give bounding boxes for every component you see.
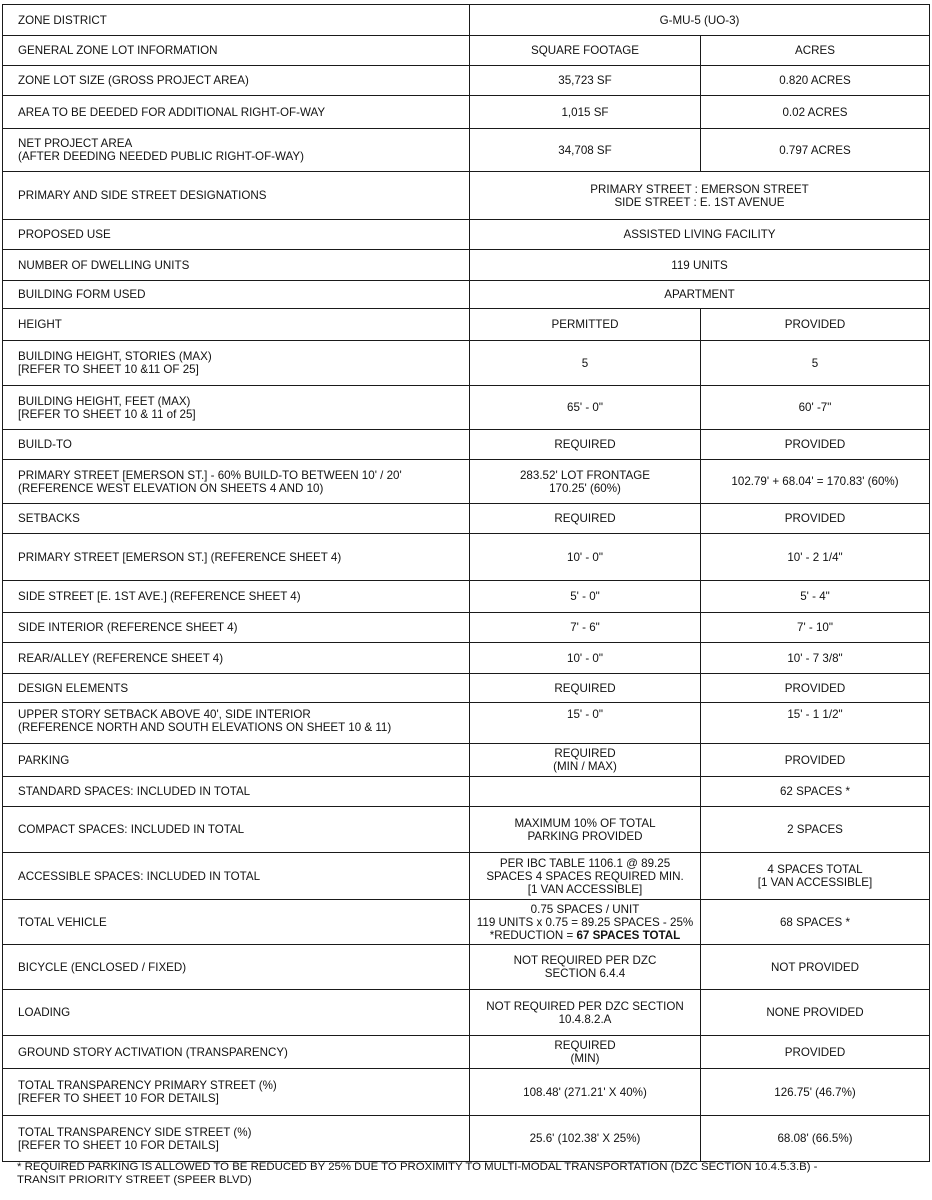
provided-value: [701, 744, 930, 777]
provided-value-line: 5' - 4": [800, 590, 830, 603]
row-label-line: SIDE INTERIOR (REFERENCE SHEET 4): [18, 621, 238, 634]
row-value-line: PRIMARY STREET : EMERSON STREET: [590, 182, 809, 196]
table-row: [3, 5, 930, 36]
provided-value: [701, 613, 930, 643]
provided-value: [701, 386, 930, 430]
provided-value: [701, 900, 930, 945]
provided-value-line: PROVIDED: [784, 753, 846, 767]
table-row: [3, 129, 930, 172]
provided-value-line: NONE PROVIDED: [766, 1006, 864, 1019]
provided-value: [701, 945, 930, 990]
row-label-line: PRIMARY AND SIDE STREET DESIGNATIONS: [18, 189, 267, 202]
row-label: [3, 341, 470, 386]
provided-value: [701, 36, 930, 66]
parking-footnote: [17, 1161, 922, 1187]
required-value: [470, 744, 701, 777]
required-value: [470, 613, 701, 643]
required-value-line: 10' - 0": [567, 651, 603, 665]
table-row: [3, 36, 930, 66]
required-value-line: 65' - 0": [567, 401, 603, 414]
table-row: [3, 172, 930, 220]
row-label: [3, 172, 470, 220]
row-label-line: NUMBER OF DWELLING UNITS: [18, 258, 190, 272]
provided-value-line: 62 SPACES *: [779, 785, 851, 798]
required-value: [470, 807, 701, 853]
required-value-line: 7' - 6": [570, 621, 600, 634]
row-label: [3, 534, 470, 581]
row-label: [3, 66, 470, 96]
provided-value-line: 7' - 10": [797, 621, 833, 634]
provided-value-line: 60' -7": [798, 401, 832, 414]
row-value-line: G-MU-5 (UO-3): [659, 13, 740, 27]
table-row: [3, 504, 930, 534]
reduction-prefix: *REDUCTION =: [489, 928, 577, 942]
required-value-line: SPACES 4 SPACES REQUIRED MIN.: [486, 869, 684, 883]
row-label-line: [REFER TO SHEET 10 FOR DETAILS]: [18, 1138, 219, 1152]
row-label-line: UPPER STORY SETBACK ABOVE 40', SIDE INTERIOR: [18, 708, 311, 721]
required-value-line: 10' - 0": [567, 550, 603, 564]
provided-value-line: PROVIDED: [784, 1045, 846, 1059]
row-label-line: TOTAL TRANSPARENCY SIDE STREET (%): [18, 1125, 252, 1139]
row-label-line: REAR/ALLEY (REFERENCE SHEET 4): [18, 651, 224, 665]
required-value-line: REQUIRED: [554, 1039, 616, 1052]
table-row: [3, 250, 930, 281]
required-value-line: (MIN): [570, 1052, 600, 1065]
required-value: [470, 504, 701, 534]
provided-value-line: 0.820 ACRES: [779, 74, 851, 87]
row-value-line: ASSISTED LIVING FACILITY: [623, 228, 776, 241]
row-label: [3, 386, 470, 430]
provided-value-line: PROVIDED: [784, 318, 846, 331]
table-row: [3, 853, 930, 900]
row-label: [3, 674, 470, 703]
row-value: [470, 281, 930, 309]
row-label-line: HEIGHT: [18, 318, 62, 331]
required-value-line: 15' - 0": [567, 708, 603, 721]
table-row: [3, 581, 930, 613]
row-label-line: BUILD-TO: [18, 438, 72, 451]
table-row: [3, 945, 930, 990]
table-row: [3, 674, 930, 703]
row-label-line: BICYCLE (ENCLOSED / FIXED): [18, 960, 187, 974]
table-row: [3, 460, 930, 504]
provided-value: [701, 643, 930, 674]
table-row: [3, 309, 930, 341]
row-label: [3, 900, 470, 945]
required-value: [470, 703, 701, 744]
row-label-line: PARKING: [18, 753, 70, 767]
provided-value-line: 10' - 7 3/8": [787, 651, 843, 665]
row-label: [3, 5, 470, 36]
provided-value: [701, 66, 930, 96]
provided-value: [701, 534, 930, 581]
required-value: [470, 36, 701, 66]
provided-value-line: 0.02 ACRES: [782, 105, 848, 119]
row-label-line: PRIMARY STREET [EMERSON ST.] - 60% BUILD-TO BETWEEN 10' / 20': [18, 468, 402, 482]
required-value-line: REQUIRED: [554, 438, 616, 451]
row-label-line: (REFERENCE WEST ELEVATION ON SHEETS 4 AND 10): [18, 481, 324, 495]
row-label-line: PROPOSED USE: [18, 228, 111, 241]
required-value: [470, 853, 701, 900]
provided-value-line: 68.08' (66.5%): [777, 1132, 853, 1145]
row-label-line: NET PROJECT AREA: [18, 137, 133, 150]
required-value: [470, 643, 701, 674]
required-value-line: 10.4.8.2.A: [558, 1012, 612, 1026]
table-row: [3, 66, 930, 96]
provided-value: [701, 1036, 930, 1069]
row-label: [3, 643, 470, 674]
row-value-line: SIDE STREET : E. 1ST AVENUE: [614, 195, 785, 209]
provided-value-line: NOT PROVIDED: [770, 960, 860, 974]
required-value-line: PERMITTED: [551, 318, 619, 331]
table-row: [3, 744, 930, 777]
required-value-line: 34,708 SF: [558, 143, 612, 157]
provided-value: [701, 807, 930, 853]
required-value-line: SQUARE FOOTAGE: [530, 44, 639, 57]
zoning-summary-body: [3, 5, 930, 1162]
required-value-line: PARKING PROVIDED: [527, 829, 643, 843]
row-label: [3, 1116, 470, 1162]
row-label: [3, 250, 470, 281]
required-value-line: REQUIRED: [554, 681, 616, 695]
row-label: [3, 703, 470, 744]
table-row: [3, 990, 930, 1036]
provided-value: [701, 674, 930, 703]
required-value-line: 170.25' (60%): [549, 481, 621, 495]
required-value: [470, 945, 701, 990]
row-label-line: STANDARD SPACES: INCLUDED IN TOTAL: [18, 785, 251, 798]
required-value: [470, 430, 701, 460]
reduction-total: 67 SPACES TOTAL: [576, 928, 681, 942]
table-row: [3, 807, 930, 853]
row-value-line: 119 UNITS: [671, 258, 728, 272]
provided-value-line: PROVIDED: [784, 438, 846, 451]
footnote-line: * REQUIRED PARKING IS ALLOWED TO BE REDUCED BY 25% DUE TO PROXIMITY TO MULTI-MODAL TRANSPORTATION (DZC SECTION 10.4.5.3.B) -: [17, 1161, 818, 1173]
table-row: [3, 1036, 930, 1069]
row-label: [3, 613, 470, 643]
required-value: [470, 309, 701, 341]
required-value-line: 5' - 0": [570, 590, 600, 603]
provided-value-line: 102.79' + 68.04' = 170.83' (60%): [731, 475, 899, 488]
required-value: [470, 1116, 701, 1162]
required-value: [470, 900, 701, 945]
required-value-line: 5: [581, 356, 589, 370]
row-label-line: [REFER TO SHEET 10 & 11 of 25]: [18, 407, 196, 421]
provided-value-line: PROVIDED: [784, 681, 846, 695]
table-row: [3, 281, 930, 309]
row-label-line: PRIMARY STREET [EMERSON ST.] (REFERENCE SHEET 4): [18, 550, 342, 564]
provided-value-line: 5: [811, 356, 819, 370]
row-label-line: BUILDING HEIGHT, FEET (MAX): [18, 394, 191, 408]
required-value: [470, 990, 701, 1036]
row-label: [3, 990, 470, 1036]
table-row: [3, 703, 930, 744]
row-label-line: SETBACKS: [18, 512, 80, 525]
required-value-line: [473, 929, 697, 942]
required-value: [470, 534, 701, 581]
table-row: [3, 613, 930, 643]
row-label-line: DESIGN ELEMENTS: [18, 681, 129, 695]
row-value-line: APARTMENT: [664, 288, 735, 301]
required-value-line: 25.6' (102.38' X 25%): [529, 1132, 641, 1145]
required-value: [470, 341, 701, 386]
row-label: [3, 220, 470, 250]
provided-value: [701, 129, 930, 172]
table-row: [3, 386, 930, 430]
row-label-line: (REFERENCE NORTH AND SOUTH ELEVATIONS ON SHEET 10 & 11): [18, 721, 392, 734]
row-label-line: GENERAL ZONE LOT INFORMATION: [18, 44, 218, 57]
row-label: [3, 744, 470, 777]
required-value: [470, 581, 701, 613]
row-value: [470, 220, 930, 250]
table-row: [3, 1069, 930, 1116]
required-value: [470, 129, 701, 172]
table-row: [3, 1116, 930, 1162]
provided-value: [701, 1116, 930, 1162]
provided-value-line: 126.75' (46.7%): [774, 1085, 856, 1099]
row-label-line: [REFER TO SHEET 10 FOR DETAILS]: [18, 1092, 219, 1105]
provided-value: [701, 504, 930, 534]
provided-value-line: 0.797 ACRES: [779, 143, 851, 157]
row-label: [3, 129, 470, 172]
row-value: [470, 5, 930, 36]
row-label: [3, 777, 470, 807]
row-label-line: SIDE STREET [E. 1ST AVE.] (REFERENCE SHEET 4): [18, 590, 301, 603]
row-label-line: (AFTER DEEDING NEEDED PUBLIC RIGHT-OF-WAY): [18, 150, 304, 163]
row-label: [3, 430, 470, 460]
row-label-line: GROUND STORY ACTIVATION (TRANSPARENCY): [18, 1045, 288, 1059]
provided-value: [701, 341, 930, 386]
table-row: [3, 900, 930, 945]
required-value-line: REQUIRED: [554, 747, 616, 760]
required-value: [470, 66, 701, 96]
required-value-line: SECTION 6.4.4: [544, 967, 626, 980]
row-label: [3, 807, 470, 853]
provided-value: [701, 96, 930, 129]
table-row: [3, 220, 930, 250]
row-label-line: ACCESSIBLE SPACES: INCLUDED IN TOTAL: [18, 869, 261, 883]
provided-value: [701, 581, 930, 613]
row-label-line: ZONE DISTRICT: [18, 13, 107, 27]
row-label-line: COMPACT SPACES: INCLUDED IN TOTAL: [18, 823, 245, 836]
provided-value: [701, 460, 930, 504]
row-label: [3, 853, 470, 900]
row-label-line: LOADING: [18, 1006, 71, 1019]
row-label: [3, 945, 470, 990]
row-label: [3, 1069, 470, 1116]
table-row: [3, 96, 930, 129]
provided-value-line: ACRES: [795, 44, 835, 57]
provided-value: [701, 853, 930, 900]
provided-value: [701, 990, 930, 1036]
row-label-line: BUILDING HEIGHT, STORIES (MAX): [18, 350, 212, 363]
table-row: [3, 341, 930, 386]
provided-value-line: 15' - 1 1/2": [787, 708, 843, 721]
row-label: [3, 460, 470, 504]
required-value-line: 0.75 SPACES / UNIT: [530, 902, 640, 916]
required-value: [470, 674, 701, 703]
required-value-line: NOT REQUIRED PER DZC: [513, 954, 657, 967]
row-label-line: ZONE LOT SIZE (GROSS PROJECT AREA): [18, 74, 249, 87]
provided-value-line: [1 VAN ACCESSIBLE]: [757, 876, 873, 889]
provided-value-line: PROVIDED: [784, 512, 846, 525]
provided-value-line: 10' - 2 1/4": [787, 550, 843, 564]
provided-value: [701, 1069, 930, 1116]
required-value-line: REQUIRED: [554, 512, 616, 525]
required-value: [470, 386, 701, 430]
required-value-line: PER IBC TABLE 1106.1 @ 89.25: [499, 856, 671, 870]
zoning-summary-table: [2, 4, 930, 1162]
row-label: [3, 504, 470, 534]
table-row: [3, 777, 930, 807]
row-label: [3, 96, 470, 129]
provided-value-line: 68 SPACES *: [779, 915, 851, 929]
required-value-line: 283.52' LOT FRONTAGE: [519, 468, 650, 482]
row-label-line: [REFER TO SHEET 10 &11 OF 25]: [18, 363, 199, 376]
row-label: [3, 581, 470, 613]
row-label: [3, 36, 470, 66]
table-row: [3, 430, 930, 460]
row-label-line: TOTAL TRANSPARENCY PRIMARY STREET (%): [18, 1079, 277, 1092]
footnote-line: TRANSIT PRIORITY STREET (SPEER BLVD): [17, 1174, 252, 1186]
required-value-line: 35,723 SF: [558, 74, 612, 87]
row-value: [470, 250, 930, 281]
row-label: [3, 281, 470, 309]
required-value: [470, 96, 701, 129]
provided-value-line: 4 SPACES TOTAL: [767, 863, 863, 876]
required-value-line: [1 VAN ACCESSIBLE]: [527, 882, 643, 896]
required-value-line: 119 UNITS x 0.75 = 89.25 SPACES - 25%: [476, 915, 694, 929]
provided-value: [701, 777, 930, 807]
table-row: [3, 534, 930, 581]
required-value-line: (MIN / MAX): [553, 760, 617, 773]
required-value-line: 1,015 SF: [561, 105, 609, 119]
row-label-line: BUILDING FORM USED: [18, 288, 146, 301]
table-row: [3, 643, 930, 674]
row-label: [3, 309, 470, 341]
provided-value: [701, 703, 930, 744]
row-label-line: TOTAL VEHICLE: [18, 915, 107, 929]
row-value: [470, 172, 930, 220]
required-value-line: 108.48' (271.21' X 40%): [523, 1085, 647, 1099]
provided-value: [701, 309, 930, 341]
row-label: [3, 1036, 470, 1069]
required-value-line: NOT REQUIRED PER DZC SECTION: [486, 999, 684, 1013]
required-value: [470, 777, 701, 807]
row-label-line: AREA TO BE DEEDED FOR ADDITIONAL RIGHT-OF-WAY: [18, 105, 326, 119]
required-value: [470, 1069, 701, 1116]
required-value: [470, 1036, 701, 1069]
provided-value-line: 2 SPACES: [787, 823, 843, 836]
required-value: [470, 460, 701, 504]
provided-value: [701, 430, 930, 460]
required-value-line: MAXIMUM 10% OF TOTAL: [514, 816, 656, 830]
